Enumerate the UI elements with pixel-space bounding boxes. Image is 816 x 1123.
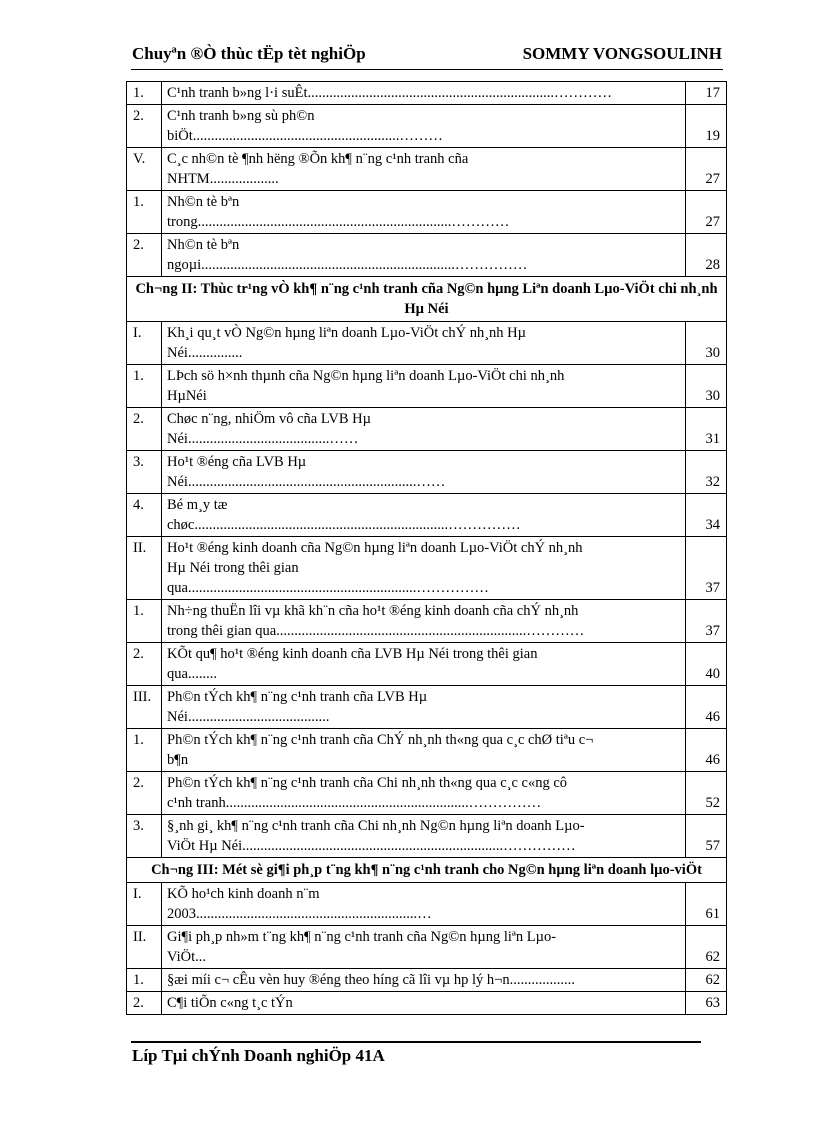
- toc-item-line2: chøc: [167, 517, 195, 533]
- toc-item-title: [162, 451, 686, 494]
- toc-page-number: 27: [686, 148, 727, 191]
- toc-page-number: 30: [686, 365, 727, 408]
- toc-page-number: 34: [686, 494, 727, 537]
- toc-item-line1: KÕ ho¹ch kinh doanh n¨m: [167, 886, 320, 902]
- toc-item-line2: c¹nh tranh: [167, 795, 226, 811]
- toc-item-line1: KÕt qu¶ ho¹t ®éng kinh doanh cña LVB Hµ Néi trong thêi gian: [167, 646, 538, 662]
- toc-item-number: 1.: [127, 365, 162, 408]
- toc-item-line1: C¹nh tranh b»ng l·i suÊt: [167, 85, 308, 101]
- toc-item-title: [162, 772, 686, 815]
- toc-row: [127, 643, 727, 686]
- toc-item-number: V.: [127, 148, 162, 191]
- toc-item-number: II.: [127, 926, 162, 969]
- toc-item-number: 1.: [127, 969, 162, 992]
- toc-item-number: 2.: [127, 772, 162, 815]
- toc-item-line2: qua: [167, 666, 188, 682]
- toc-item-number: I.: [127, 883, 162, 926]
- toc-chapter-row: [127, 277, 727, 322]
- toc-leader-dots: .........................................................………: [192, 128, 443, 144]
- toc-item-line1: C¹nh tranh b»ng sù ph©n: [167, 108, 315, 124]
- toc-item-number: 2.: [127, 408, 162, 451]
- toc-leader-dots: ......................................................................…………: [197, 214, 510, 230]
- toc-item-number: 3.: [127, 451, 162, 494]
- toc-item-title: [162, 191, 686, 234]
- toc-page-number: 31: [686, 408, 727, 451]
- toc-item-title: [162, 234, 686, 277]
- toc-page-number: 62: [686, 926, 727, 969]
- toc-item-number: 2.: [127, 992, 162, 1015]
- toc-page-number: 19: [686, 105, 727, 148]
- toc-leader-dots: ...................: [209, 171, 279, 187]
- toc-item-title: [162, 883, 686, 926]
- toc-leader-dots: ..................: [509, 972, 575, 988]
- toc-item-line1: Ph©n tÝch kh¶ n¨ng c¹nh tranh cña LVB Hµ: [167, 689, 428, 705]
- toc-item-number: 1.: [127, 729, 162, 772]
- toc-item-title: [162, 686, 686, 729]
- toc-item-number: I.: [127, 322, 162, 365]
- toc-item-line2: ViÖt Hµ Néi: [167, 838, 243, 854]
- toc-item-number: 1.: [127, 82, 162, 105]
- toc-leader-dots: ...............................................................……: [187, 474, 446, 490]
- toc-leader-dots: ......................................................................……………: [194, 517, 521, 533]
- toc-item-line2: trong thêi gian qua: [167, 623, 277, 639]
- toc-page-number: 40: [686, 643, 727, 686]
- toc-item-line1: §¸nh gi¸ kh¶ n¨ng c¹nh tranh cña Chi nh¸nh Ng©n hµng liªn doanh Lµo-: [167, 818, 585, 834]
- toc-leader-dots: ...................................................................……………: [225, 795, 542, 811]
- toc-leader-dots: .......................................……: [187, 431, 359, 447]
- toc-row: [127, 451, 727, 494]
- toc-leader-dots: ........................................................................……………: [242, 838, 576, 854]
- toc-row: [127, 148, 727, 191]
- toc-item-number: 4.: [127, 494, 162, 537]
- toc-item-line2: Néi: [167, 431, 188, 447]
- toc-item-title: [162, 815, 686, 858]
- page-footer: Líp Tµi chÝnh Doanh nghiÖp 41A: [132, 1046, 385, 1065]
- toc-item-line2: 2003: [167, 906, 196, 922]
- toc-page-number: 61: [686, 883, 727, 926]
- toc-item-number: 2.: [127, 643, 162, 686]
- toc-leader-dots: ...............................................................……………: [187, 580, 489, 596]
- toc-item-number: 1.: [127, 600, 162, 643]
- page-header: [132, 44, 722, 66]
- chapter-heading: Ch¬ng II: Thùc tr¹ng vÒ kh¶ n¨ng c¹nh tranh cña Ng©n hµng Liªn doanh Lµo-ViÖt chi nh¸nh Hµ Néi: [127, 277, 727, 322]
- toc-row: [127, 191, 727, 234]
- toc-item-line1: C¶i tiÕn c«ng t¸c tÝn: [167, 995, 293, 1011]
- toc-item-line2: trong: [167, 214, 198, 230]
- toc-item-title: [162, 926, 686, 969]
- toc-item-line2: NHTM: [167, 171, 210, 187]
- toc-leader-dots: .....................................................................…………: [276, 623, 585, 639]
- toc-leader-dots: ......................................................................……………: [201, 257, 528, 273]
- toc-leader-dots: ....................................................................…………: [307, 85, 612, 101]
- toc-page-number: 28: [686, 234, 727, 277]
- header-author: SOMMY VONGSOULINH: [522, 44, 722, 63]
- toc-item-line1: LÞch sö h×nh thµnh cña Ng©n hµng liªn doanh Lµo-ViÖt chi nh¸nh: [167, 368, 565, 384]
- toc-row: [127, 537, 727, 600]
- table-of-contents: [126, 81, 727, 1015]
- toc-item-number: 1.: [127, 191, 162, 234]
- toc-item-line1: Nh©n tè bªn: [167, 237, 240, 253]
- toc-item-number: III.: [127, 686, 162, 729]
- header-title: Chuyªn ®Ò thùc tËp tèt nghiÖp: [132, 44, 366, 63]
- footer-divider: [131, 1041, 701, 1043]
- toc-chapter-row: [127, 858, 727, 883]
- toc-item-title: [162, 494, 686, 537]
- chapter-heading: Ch¬ng III: Mét sè gi¶i ph¸p t¨ng kh¶ n¨ng c¹nh tranh cho Ng©n hµng liªn doanh lµo-viÖt: [127, 858, 727, 883]
- toc-row: [127, 772, 727, 815]
- toc-page-number: 62: [686, 969, 727, 992]
- toc-page-number: 37: [686, 600, 727, 643]
- header-divider: [131, 69, 723, 70]
- toc-item-title: [162, 600, 686, 643]
- toc-page-number: 46: [686, 729, 727, 772]
- toc-page-number: 27: [686, 191, 727, 234]
- toc-row: [127, 600, 727, 643]
- toc-row: [127, 969, 727, 992]
- toc-item-line2: biÖt: [167, 128, 193, 144]
- toc-row: [127, 408, 727, 451]
- toc-item-line3: qua: [167, 580, 188, 596]
- toc-item-line2: b¶n: [167, 752, 189, 768]
- toc-row: [127, 105, 727, 148]
- toc-page-number: 52: [686, 772, 727, 815]
- toc-item-line1: Ph©n tÝch kh¶ n¨ng c¹nh tranh cña Chi nh¸nh th«ng qua c¸c c«ng cô: [167, 775, 568, 791]
- toc-item-line1: Ph©n tÝch kh¶ n¨ng c¹nh tranh cña ChÝ nh¸nh th«ng qua c¸c chØ tiªu c¬: [167, 732, 594, 748]
- toc-item-line1: Gi¶i ph¸p nh»m t¨ng kh¶ n¨ng c¹nh tranh cña Ng©n hµng liªn Lµo-: [167, 929, 557, 945]
- toc-page-number: 63: [686, 992, 727, 1015]
- toc-item-title: [162, 322, 686, 365]
- toc-item-line2: ViÖt...: [167, 949, 207, 965]
- toc-item-title: [162, 969, 686, 992]
- toc-row: [127, 729, 727, 772]
- toc-item-line2: Néi: [167, 474, 188, 490]
- toc-row: [127, 992, 727, 1015]
- toc-item-number: II.: [127, 537, 162, 600]
- toc-item-title: [162, 105, 686, 148]
- toc-item-title: [162, 537, 686, 600]
- toc-item-line1: Nh©n tè bªn: [167, 194, 240, 210]
- toc-item-line2: ngoµi: [167, 257, 202, 273]
- toc-item-number: 2.: [127, 234, 162, 277]
- toc-page-number: 37: [686, 537, 727, 600]
- toc-leader-dots: ........: [187, 666, 217, 682]
- toc-item-title: [162, 365, 686, 408]
- toc-item-line2: HµNéi: [167, 388, 207, 404]
- toc-page-number: 46: [686, 686, 727, 729]
- toc-page-number: 57: [686, 815, 727, 858]
- toc-row: [127, 686, 727, 729]
- toc-page-number: 30: [686, 322, 727, 365]
- toc-item-line1: Bé m¸y tæ: [167, 497, 228, 513]
- toc-row: [127, 883, 727, 926]
- toc-item-title: [162, 992, 686, 1015]
- toc-item-title: [162, 729, 686, 772]
- toc-row: [127, 234, 727, 277]
- toc-leader-dots: .............................................................…: [196, 906, 432, 922]
- toc-item-line1: §æi míi c¬ cÊu vèn huy ®éng theo híng cã lîi vµ hp lý h¬n: [167, 972, 510, 988]
- toc-item-number: 3.: [127, 815, 162, 858]
- toc-item-line1: Chøc n¨ng, nhiÖm vô cña LVB Hµ: [167, 411, 371, 427]
- toc-item-number: 2.: [127, 105, 162, 148]
- toc-item-title: [162, 148, 686, 191]
- toc-item-line1: Kh¸i qu¸t vÒ Ng©n hµng liªn doanh Lµo-ViÖt chÝ nh¸nh Hµ: [167, 325, 526, 341]
- toc-item-line1: Nh÷ng thuËn lîi vµ khã kh¨n cña ho¹t ®éng kinh doanh cña chÝ nh¸nh: [167, 603, 579, 619]
- toc-item-line1: Ho¹t ®éng kinh doanh cña Ng©n hµng liªn doanh Lµo-ViÖt chÝ nh¸nh: [167, 540, 583, 556]
- toc-page-number: 32: [686, 451, 727, 494]
- toc-row: [127, 815, 727, 858]
- toc-row: [127, 365, 727, 408]
- toc-item-line2: Hµ Néi trong thêi gian: [167, 560, 299, 576]
- toc-row: [127, 926, 727, 969]
- toc-row: [127, 322, 727, 365]
- toc-page-number: 17: [686, 82, 727, 105]
- toc-row: [127, 82, 727, 105]
- toc-item-line2: Néi: [167, 345, 188, 361]
- toc-item-line2: Néi: [167, 709, 188, 725]
- toc-row: [127, 494, 727, 537]
- toc-leader-dots: ...............: [187, 345, 243, 361]
- toc-item-title: [162, 643, 686, 686]
- toc-item-title: [162, 408, 686, 451]
- toc-leader-dots: .......................................: [187, 709, 330, 725]
- toc-item-line1: C¸c nh©n tè ¶nh hëng ®Õn kh¶ n¨ng c¹nh tranh cña: [167, 151, 469, 167]
- toc-item-line1: Ho¹t ®éng cña LVB Hµ: [167, 454, 307, 470]
- toc-item-title: [162, 82, 686, 105]
